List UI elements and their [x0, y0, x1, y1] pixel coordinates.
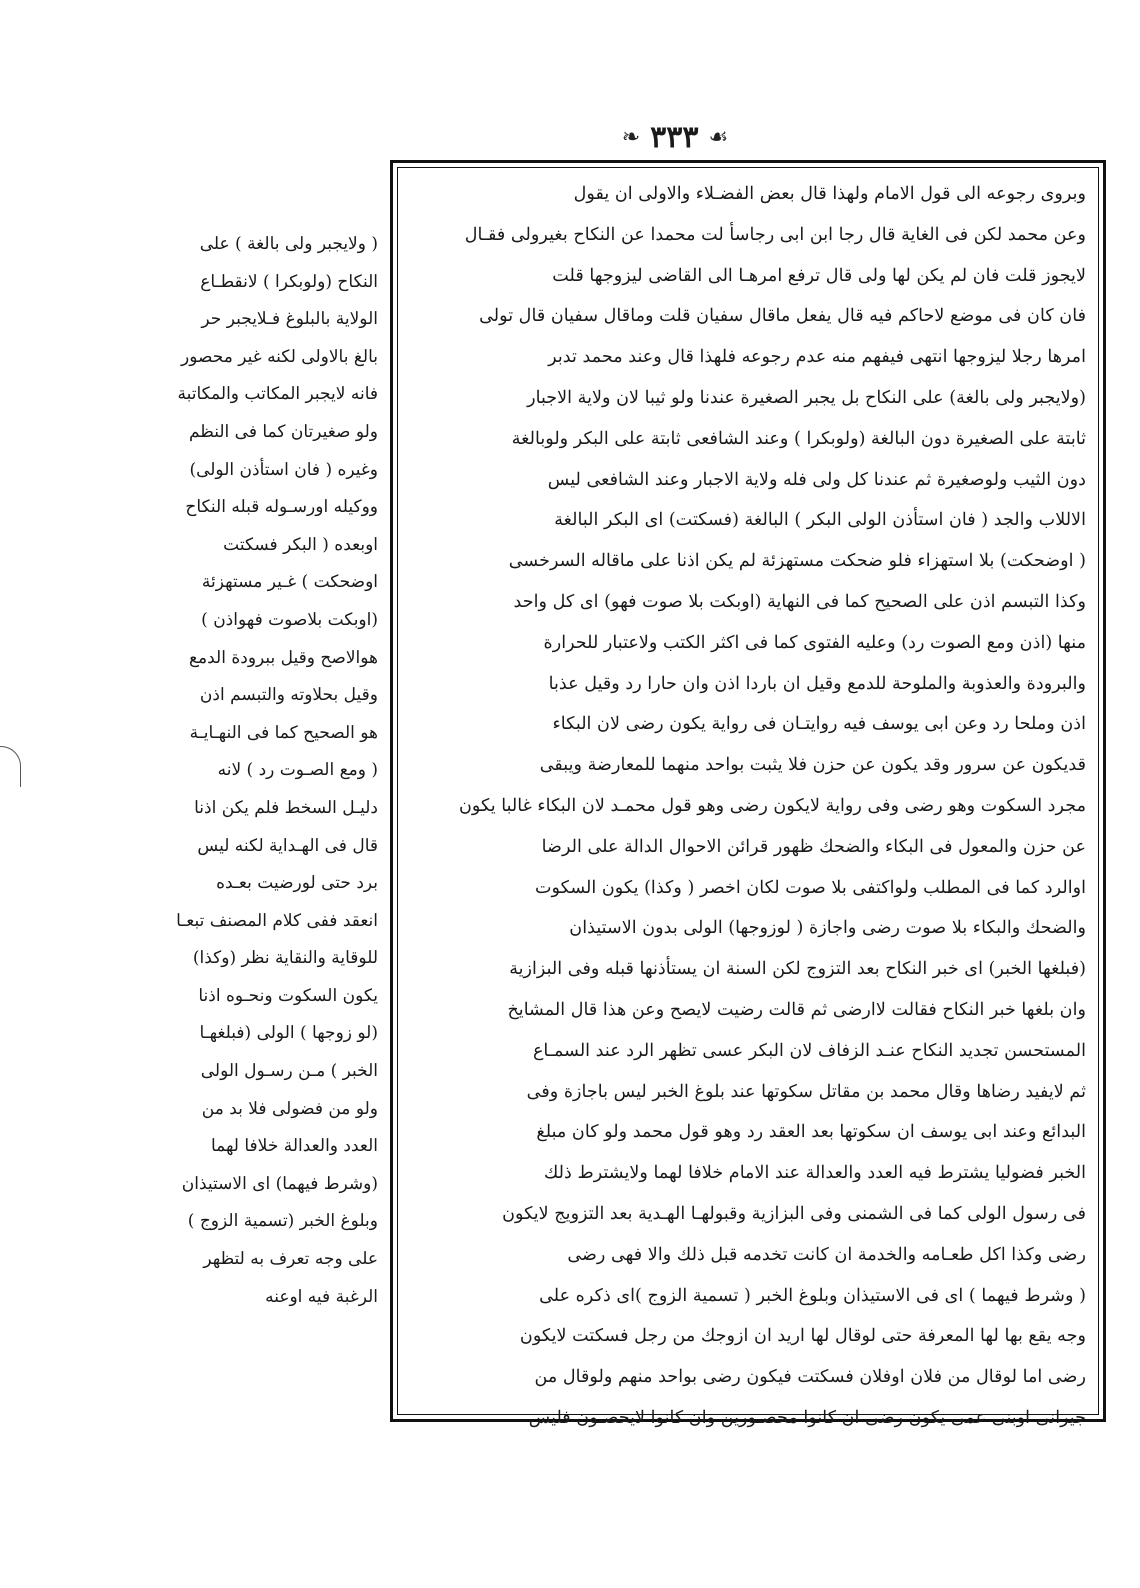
side-text-line: فانه لايجبر المكاتب والمكاتبة	[177, 384, 378, 405]
side-text-line: برد حتى لورضيت بعـده	[216, 873, 378, 894]
side-text-line: ووكيله اورسـوله قبله النكاح	[185, 497, 378, 518]
side-text-line: الخبر ) مـن رسـول الولى	[200, 1061, 378, 1082]
main-text-line: ( وشرط فيهما ) اى فى الاستيذان وبلوغ الخبر ( تسمية الزوج )اى ذكره على	[539, 1285, 1086, 1306]
main-text-line: الاللاب والجد ( فان استأذن الولى البكر ) البالغة (فسكتت) اى البكر البالغة	[554, 510, 1086, 531]
main-text-line: وبروى رجوعه الى قول الامام ولهذا قال بعض الفضـلاء والاولى ان يقول	[573, 184, 1086, 204]
side-text-line: (اوبكت بلاصوت فهواذن )	[201, 609, 378, 630]
main-text-line: قديكون عن سرور وقد يكون عن حزن فلا يثبت بواحد منهما للمعارضة ويبقى	[539, 755, 1086, 776]
side-text-line: ( ومع الصـوت رد ) لانه	[217, 760, 378, 781]
side-text-line: ولو من فضولى فلا بد من	[201, 1098, 378, 1119]
side-text-block	[160, 226, 378, 1316]
side-text-line: وغيره ( فان استأذن الولى)	[189, 459, 378, 480]
ornament-left-icon: ❧	[621, 125, 641, 150]
side-text-line: (وشرط فيهما) اى الاستيذان	[181, 1173, 378, 1194]
main-text-line: امرها رجلا ليزوجها انتهى فيفهم منه عدم رجوعه فلهذا قال وعند محمد تدبر	[548, 347, 1086, 368]
side-text-line: للوقاية والنقاية نظر (وكذا)	[192, 948, 378, 969]
side-commentary-column	[160, 226, 378, 1396]
main-text-line: وجه يقع بها لها المعرفة حتى لوقال لها اريد ان ازوجك من رجل فسكتت لايكون	[519, 1326, 1086, 1347]
main-text-line: الخبر فضوليا يشترط فيه العدد والعدالة عند الامام خلافا لهما ولايشترط ذلك	[543, 1163, 1086, 1184]
side-text-line: على وجه تعرف به لتظهر	[203, 1249, 378, 1270]
main-text-line: (ولايجبر ولى بالغة) على النكاح بل يجبر الصغيرة عندنا ولو ثيبا لان ولاية الاجبار	[527, 387, 1086, 408]
side-text-line: الولاية بالبلوغ فـلايجبر حر	[201, 309, 378, 330]
main-text-line: دون الثيب ولوصغيرة ثم عندنا كل ولى فله ولاية الاجبار وعند الشافعى ليس	[547, 469, 1086, 490]
page-header	[560, 118, 790, 158]
side-text-line: ( ولايجبر ولى بالغة ) على	[199, 234, 378, 254]
main-text-line: ( اوضحكت) بلا استهزاء فلو ضحكت مستهزئة لم يكن اذنا على ماقاله السرخسى	[508, 551, 1086, 572]
main-text-line: ثابتة على الصغيرة دون البالغة (ولوبكرا ) وعند الشافعى ثابتة على البكر ولوبالغة	[511, 428, 1086, 449]
main-text-line: والبرودة والعذوبة والملوحة للدمع وقيل ان باردا اذن وان حارا رد وقيل عذبا	[548, 673, 1086, 694]
main-text-line: المستحسن تجديد النكاح عنـد الزفاف لان البكر عسى تظهر الرد عند السمـاع	[532, 1040, 1086, 1061]
side-text-line: النكاح (ولوبكرا ) لانقطـاع	[200, 271, 378, 292]
main-text-line: ثم لايفيد رضاها وقال محمد بن مقاتل سكوتها عند بلوغ الخبر ليس باجازة وفى	[526, 1081, 1086, 1102]
page-edge-mark	[0, 746, 21, 787]
main-text-line: مجرد السكوت وهو رضى وفى رواية لايكون رضى وهو قول محمـد لان البكاء غالبا يكون	[459, 795, 1086, 816]
side-text-line: ولو صغيرتان كما فى النظم	[188, 421, 378, 442]
side-text-line: اوضحكت ) غـير مستهزئة	[201, 572, 378, 593]
side-text-line: انعقد ففى كلام المصنف تبعـا	[176, 910, 378, 931]
side-text-line: الرغبة فيه اوعنه	[265, 1286, 378, 1307]
side-text-line: وقيل بحلاوته والتبسم اذن	[199, 685, 378, 706]
side-text-line: هو الصحيح كما فى النهـايـة	[189, 722, 378, 743]
main-text-line: لايجوز قلت فان لم يكن لها ولى قال ترفع امرهـا الى القاضى ليزوجها قلت	[552, 265, 1086, 286]
side-text-line: دليـل السخط فلم يكن اذنا	[194, 797, 378, 818]
main-text-line: فى رسول الولى كما فى الشمنى وفى البزازية وقبولهـا الهـدية بعد التزويج لايكون	[502, 1203, 1086, 1224]
main-text-block	[410, 174, 1086, 1439]
main-text-line: رضى وكذا اكل طعـامه والخدمة ان كانت تخدمه قبل ذلك والا فهى رضى	[567, 1244, 1086, 1265]
main-text-line: عن حزن والمعول فى البكاء والضحك ظهور قرائن الاحوال الدالة على الرضا	[541, 836, 1086, 857]
side-text-line: العدد والعدالة خلافا لهما	[210, 1136, 378, 1157]
main-text-line: اوالرد كما فى المطلب ولواكتفى بلا صوت لكان اخصر ( وكذا) يكون السكوت	[534, 877, 1086, 898]
side-text-line: (لو زوجها ) الولى (فبلغهـا	[199, 1023, 378, 1044]
main-text-line: وعن محمد لكن فى الغاية قال رجا ابن ابى رجاسأ لت محمدا عن النكاح بغيرولى فقـال	[464, 224, 1086, 245]
side-text-line: هوالاصح وقيل ببرودة الدمع	[188, 647, 378, 668]
main-text-line: منها (اذن ومع الصوت رد) وعليه الفتوى كما فى اكثر الكتب ولاعتبار للحرارة	[543, 632, 1086, 653]
main-text-line: البدائع وعند ابى يوسف ان سكوتها بعد العقد رد وهو قول محمد ولو كان مبلغ	[536, 1122, 1086, 1143]
main-text-line: (فبلغها الخبر) اى خبر النكاح بعد التزوج لكن السنة ان يستأذنها قبله وفى البزازية	[509, 959, 1086, 980]
page-number: ٣٣٣	[650, 120, 699, 155]
main-text-frame-inner	[397, 167, 1099, 1428]
side-text-line: قال فى الهـداية لكنه ليس	[197, 835, 378, 856]
side-text-line: اوبعده ( البكر فسكتت	[223, 534, 378, 555]
side-text-line: يكون السكوت ونحـوه اذنا	[198, 985, 378, 1006]
main-text-frame	[390, 160, 1106, 1428]
main-text-line: وان بلغها خبر النكاح فقالت لاارضى ثم قالت رضيت لايصح وعن هذا قال المشايخ	[507, 999, 1086, 1020]
main-text-line: فان كان فى موضع لاحاكم فيه قال يفعل ماقال سفيان قلت وماقال سفيان قال تولى	[479, 306, 1086, 327]
main-text-line: رضى اما لوقال من فلان اوفلان فسكتت فيكون رضى بواحد منهم ولوقال من	[534, 1367, 1086, 1388]
main-text-line: اذن وملحا رد وعن ابى يوسف فيه روايتـان فى رواية يكون رضى لان البكاء	[552, 714, 1086, 735]
side-text-line: وبلوغ الخبر (تسمية الزوج )	[187, 1211, 378, 1232]
ornament-right-icon: ☙	[708, 125, 729, 150]
side-text-line: بالغ بالاولى لكنه غير محصور	[181, 346, 378, 367]
main-text-line: والضحك والبكاء بلا صوت رضى واجازة ( لوزوجها) الولى بدون الاستيذان	[569, 918, 1086, 939]
main-text-line: وكذا التبسم اذن على الصحيح كما فى النهاية (اوبكت بلا صوت فهو) اى كل واحد	[513, 591, 1086, 612]
main-text-line: جيرانى اوبنى عمى يكون رضى ان كانوا محصـورين وان كانوا لايحصـون فليس	[528, 1407, 1086, 1428]
